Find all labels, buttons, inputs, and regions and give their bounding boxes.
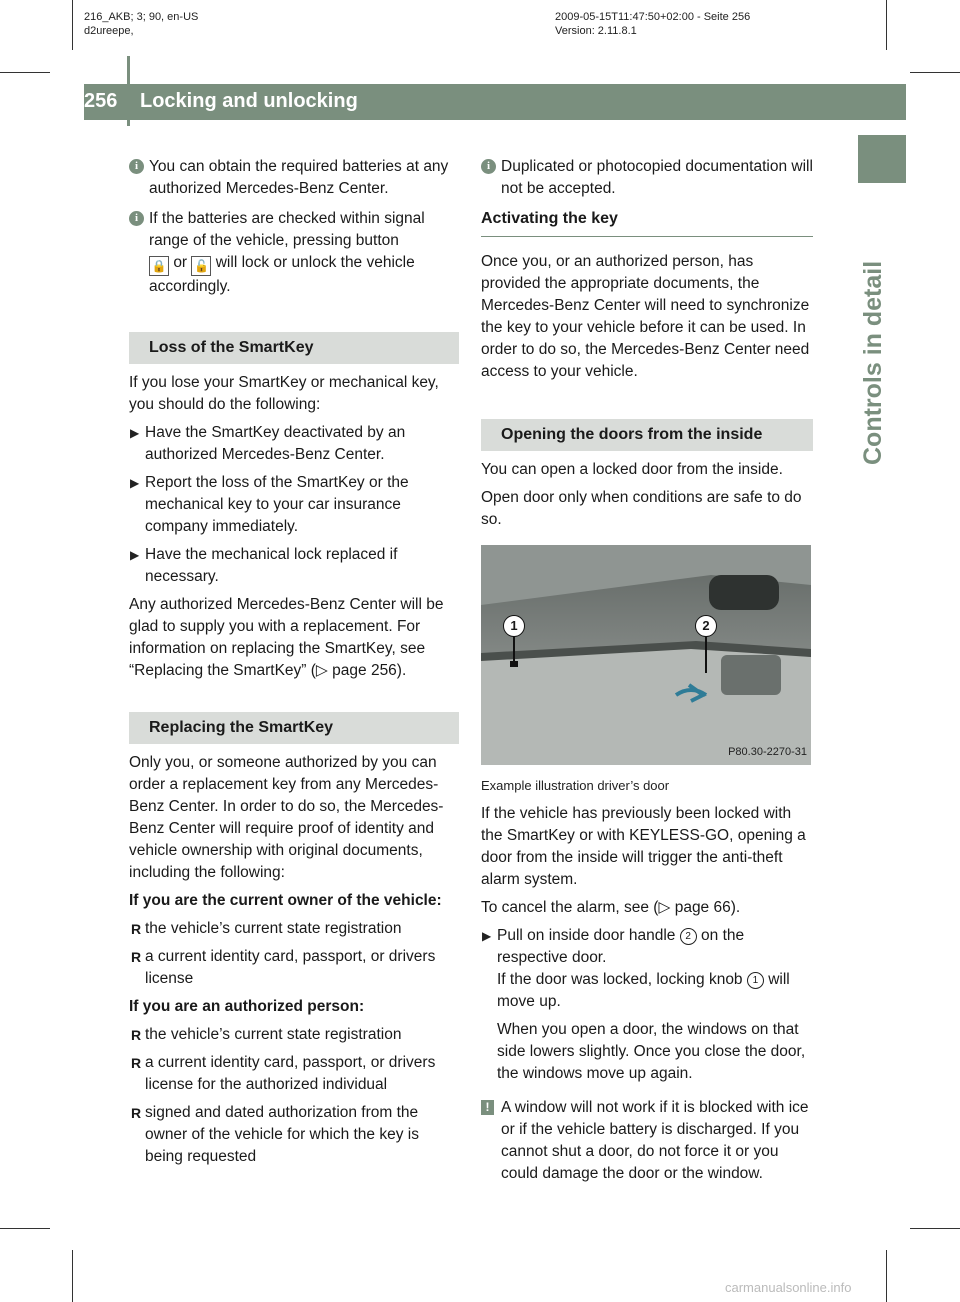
- info-icon: i: [129, 159, 144, 174]
- bullet-marker: R: [131, 1055, 142, 1071]
- list-item: R signed and dated authorization from the owner of the vehicle for which the key is being requested: [131, 1104, 419, 1165]
- paragraph: Any authorized Mercedes-Benz Center will be glad to supply you with a replacement. For information on replacing the SmartKey, see “Replacing the SmartKey” (▷ page 256).: [129, 596, 444, 679]
- list-label: If you are an authorized person:: [129, 998, 365, 1015]
- print-meta-right-1: 2009-05-15T11:47:50+02:00 - Seite 256: [555, 11, 751, 23]
- note-text: or: [173, 254, 188, 271]
- lock-icon: 🔒: [149, 256, 169, 276]
- bullet-marker: R: [131, 949, 142, 965]
- note-text: A window will not work if it is blocked with ice or if the vehicle battery is discharged. If you cannot shut a door, do not force it or you could damage the door or the window.: [501, 1099, 809, 1182]
- bullet-marker: R: [131, 1027, 142, 1043]
- paragraph: Open door only when conditions are safe to do so.: [481, 489, 802, 528]
- crop-mark: [0, 1228, 50, 1229]
- paragraph: You can open a locked door from the inside.: [481, 461, 783, 478]
- section-heading: Replacing the SmartKey: [129, 712, 459, 744]
- callout-1: 1: [503, 615, 525, 637]
- figure-caption: Example illustration driver’s door: [481, 778, 670, 793]
- header-divider: [127, 56, 130, 126]
- door-illustration: [481, 545, 811, 765]
- page-number: 256: [84, 90, 118, 112]
- paragraph: Only you, or someone authorized by you can order a replacement key from any Mercedes-Benz Center. In order to do so, the Mercedes-Benz Center will require proof of identity and vehicle ownership with original documents, including the following:: [129, 754, 444, 881]
- section-heading: Opening the doors from the inside: [481, 419, 813, 451]
- crop-mark: [72, 0, 73, 50]
- watermark: carmanualsonline.info: [725, 1280, 852, 1295]
- right-column: [481, 156, 813, 1193]
- info-icon: i: [481, 159, 496, 174]
- crop-mark: [910, 1228, 960, 1229]
- unlock-icon: 🔓: [191, 256, 211, 276]
- warning-note: [481, 1097, 813, 1185]
- callout-ref-1: 1: [747, 972, 764, 989]
- list-item: R the vehicle’s current state registration: [129, 918, 459, 940]
- section-side-title: Controls in detail: [859, 260, 887, 465]
- paragraph: If the vehicle has previously been locked with the SmartKey or with KEYLESS-GO, opening a door from the inside will trigger the anti-theft alarm system.: [481, 805, 806, 888]
- bullet-marker: R: [131, 921, 142, 937]
- left-column: [129, 156, 459, 1174]
- crop-mark: [72, 1250, 73, 1302]
- paragraph: When you open a door, the windows on that side lowers slightly. Once you close the door, the windows move up again.: [497, 1021, 806, 1082]
- callout-2: 2: [695, 615, 717, 637]
- warning-icon: !: [481, 1100, 494, 1115]
- paragraph: If you lose your SmartKey or mechanical key, you should do the following:: [129, 374, 439, 413]
- note-text: You can obtain the required batteries at any authorized Mercedes-Benz Center.: [149, 158, 449, 197]
- list-label: If you are the current owner of the vehicle:: [129, 892, 442, 909]
- list-item: R the vehicle’s current state registration: [129, 1024, 459, 1046]
- step-arrow-icon: ▶: [130, 548, 140, 562]
- side-tab-block: [858, 135, 906, 183]
- info-note: [129, 156, 459, 200]
- info-note: [129, 208, 459, 298]
- subsection-heading: Activating the key: [481, 208, 813, 237]
- list-item: R a current identity card, passport, or drivers license for the authorized individual: [131, 1054, 436, 1093]
- step-item: ▶ Have the mechanical lock replaced if necessary.: [130, 546, 398, 585]
- print-meta-right-2: Version: 2.11.8.1: [555, 25, 637, 37]
- image-reference-code: P80.30-2270-31: [728, 746, 807, 758]
- callout-ref-2: 2: [680, 928, 697, 945]
- section-heading: Loss of the SmartKey: [129, 332, 459, 364]
- step-arrow-icon: ▶: [482, 929, 492, 943]
- info-note: [481, 156, 813, 200]
- bullet-marker: R: [131, 1105, 142, 1121]
- info-icon: i: [129, 211, 144, 226]
- note-text: will lock or unlock the vehicle accordingly.: [149, 254, 415, 295]
- list-item: R a current identity card, passport, or drivers license: [131, 948, 436, 987]
- note-text: Duplicated or photocopied documentation will not be accepted.: [501, 158, 813, 197]
- step-item: ▶ Pull on inside door handle 2 on the respective door. If the door was locked, locking knob 1 will move up.: [482, 927, 790, 1010]
- page-title: Locking and unlocking: [140, 90, 358, 112]
- paragraph: To cancel the alarm, see (▷ page 66).: [481, 899, 741, 916]
- print-meta-left-2: d2ureepe,: [84, 25, 134, 37]
- step-item: ▶ Report the loss of the SmartKey or the mechanical key to your car insurance company immediately.: [130, 474, 409, 535]
- door-interior-image: [481, 545, 811, 765]
- crop-mark: [886, 0, 887, 50]
- step-item: ▶ Have the SmartKey deactivated by an authorized Mercedes-Benz Center.: [130, 424, 406, 463]
- step-arrow-icon: ▶: [130, 476, 140, 490]
- note-text: If the batteries are checked within signal range of the vehicle, pressing button: [149, 210, 425, 249]
- crop-mark: [886, 1250, 887, 1302]
- step-arrow-icon: ▶: [130, 426, 140, 440]
- crop-mark: [0, 72, 50, 73]
- crop-mark: [910, 72, 960, 73]
- print-meta-left-1: 216_AKB; 3; 90, en-US: [84, 11, 199, 23]
- paragraph: Once you, or an authorized person, has provided the appropriate documents, the Mercedes-Benz Center will need to synchronize the key to your vehicle before it can be used. In order to do so, the Mercedes-Benz Center need access to your vehicle.: [481, 253, 810, 380]
